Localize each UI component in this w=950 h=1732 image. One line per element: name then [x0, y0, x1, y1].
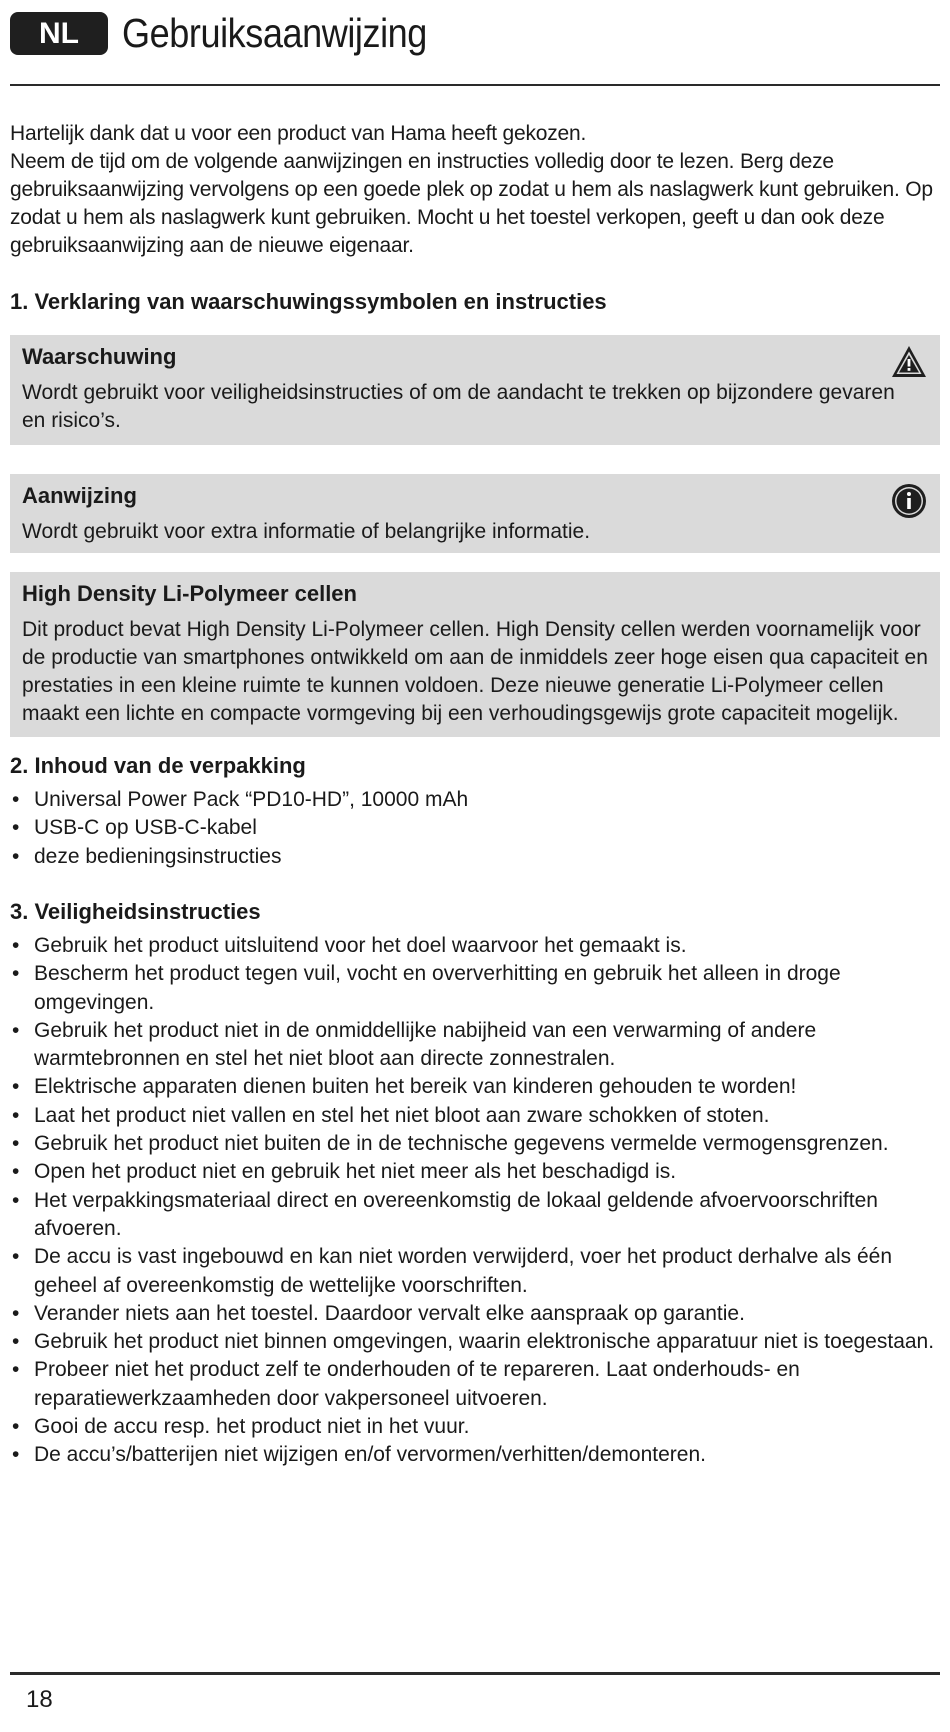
list-item: • Universal Power Pack “PD10-HD”, 10000 mAh [10, 786, 940, 814]
note-text: Wordt gebruikt voor extra informatie of belangrijke informatie. [22, 520, 591, 543]
high-density-box [10, 572, 940, 737]
note-title: Aanwijzing [22, 483, 137, 508]
list-item: • De accu’s/batterijen niet wijzigen en/of vervormen/verhitten/demonteren. [10, 1441, 935, 1469]
section-3-heading: 3. Veiligheidsinstructies [10, 899, 261, 924]
list-item: • USB-C op USB-C-kabel [10, 814, 940, 842]
list-item: • De accu is vast ingebouwd en kan niet worden verwijderd, voer het product derhalve als één geheel af overeenkomstig de wettelijke voorschriften. [10, 1243, 935, 1300]
note-box [10, 474, 940, 553]
warning-box [10, 335, 940, 445]
package-contents-list [10, 786, 940, 871]
safety-instructions-list [10, 932, 935, 1470]
intro-body: Neem de tijd om de volgende aanwijzingen en instructies volledig door te lezen. Berg deze gebruiksaanwijzing vervolgens op een goede plek op zodat u hem als naslagwerk kunt gebruiken. Op zodat u hem als naslagwerk kunt gebruiken. Mocht u het toestel verkopen, geeft u dan ook deze gebruiksaanwijzing aan de nieuwe eigenaar. [10, 150, 933, 257]
info-icon [890, 482, 928, 520]
intro [10, 120, 940, 260]
footer-divider [10, 1672, 940, 1675]
page-title: Gebruiksaanwijzing [122, 10, 427, 56]
high-density-title: High Density Li-Polymeer cellen [22, 581, 357, 606]
list-item: • Gebruik het product uitsluitend voor het doel waarvoor het gemaakt is. [10, 932, 935, 960]
section-2-heading: 2. Inhoud van de verpakking [10, 753, 306, 778]
list-item: • Verander niets aan het toestel. Daardoor vervalt elke aanspraak op garantie. [10, 1300, 935, 1328]
language-badge: NL [10, 12, 108, 55]
list-item: • Gebruik het product niet in de onmiddellijke nabijheid van een verwarming of andere warmtebronnen en stel het niet bloot aan directe zonnestralen. [10, 1017, 935, 1074]
intro-thanks: Hartelijk dank dat u voor een product van Hama heeft gekozen. [10, 122, 587, 145]
high-density-text: Dit product bevat High Density Li-Polymeer cellen. High Density cellen werden voornamelijk voor de productie van smartphones ontwikkeld om aan de inmiddels zeer hoge eisen qua capaciteit en prestaties in een kleine ruimte te kunnen voldoen. Deze nieuwe generatie Li-Polymeer cellen maakt een lichte en compacte vormgeving bij een verhoudingsgewijs grote capaciteit mogelijk. [22, 618, 928, 725]
list-item: • Het verpakkingsmateriaal direct en overeenkomstig de lokaal geldende afvoervoorschriften afvoeren. [10, 1187, 935, 1244]
warning-text: Wordt gebruikt voor veiligheidsinstructies of om de aandacht te trekken op bijzondere gevaren en risico’s. [22, 381, 895, 432]
header-divider [10, 84, 940, 86]
list-item: • Probeer niet het product zelf te onderhouden of te repareren. Laat onderhouds- en reparatiewerkzaamheden door vakpersoneel uitvoeren. [10, 1356, 935, 1413]
list-item: • Open het product niet en gebruik het niet meer als het beschadigd is. [10, 1158, 935, 1186]
list-item: • Gebruik het product niet buiten de in de technische gegevens vermelde vermogensgrenzen. [10, 1130, 935, 1158]
list-item: • Gooi de accu resp. het product niet in het vuur. [10, 1413, 935, 1441]
warning-title: Waarschuwing [22, 344, 177, 369]
list-item: • deze bedieningsinstructies [10, 843, 940, 871]
list-item: • Gebruik het product niet binnen omgevingen, waarin elektronische apparatuur niet is toegestaan. [10, 1328, 935, 1356]
page-header [10, 12, 940, 72]
section-1-heading: 1. Verklaring van waarschuwingssymbolen en instructies [10, 289, 607, 314]
list-item: • Bescherm het product tegen vuil, vocht en oververhitting en gebruik het alleen in droge omgevingen. [10, 960, 935, 1017]
warning-triangle-icon [890, 343, 928, 381]
page-number: 18 [26, 1686, 53, 1713]
list-item: • Laat het product niet vallen en stel het niet bloot aan zware schokken of stoten. [10, 1102, 935, 1130]
list-item: • Elektrische apparaten dienen buiten het bereik van kinderen gehouden te worden! [10, 1073, 935, 1101]
